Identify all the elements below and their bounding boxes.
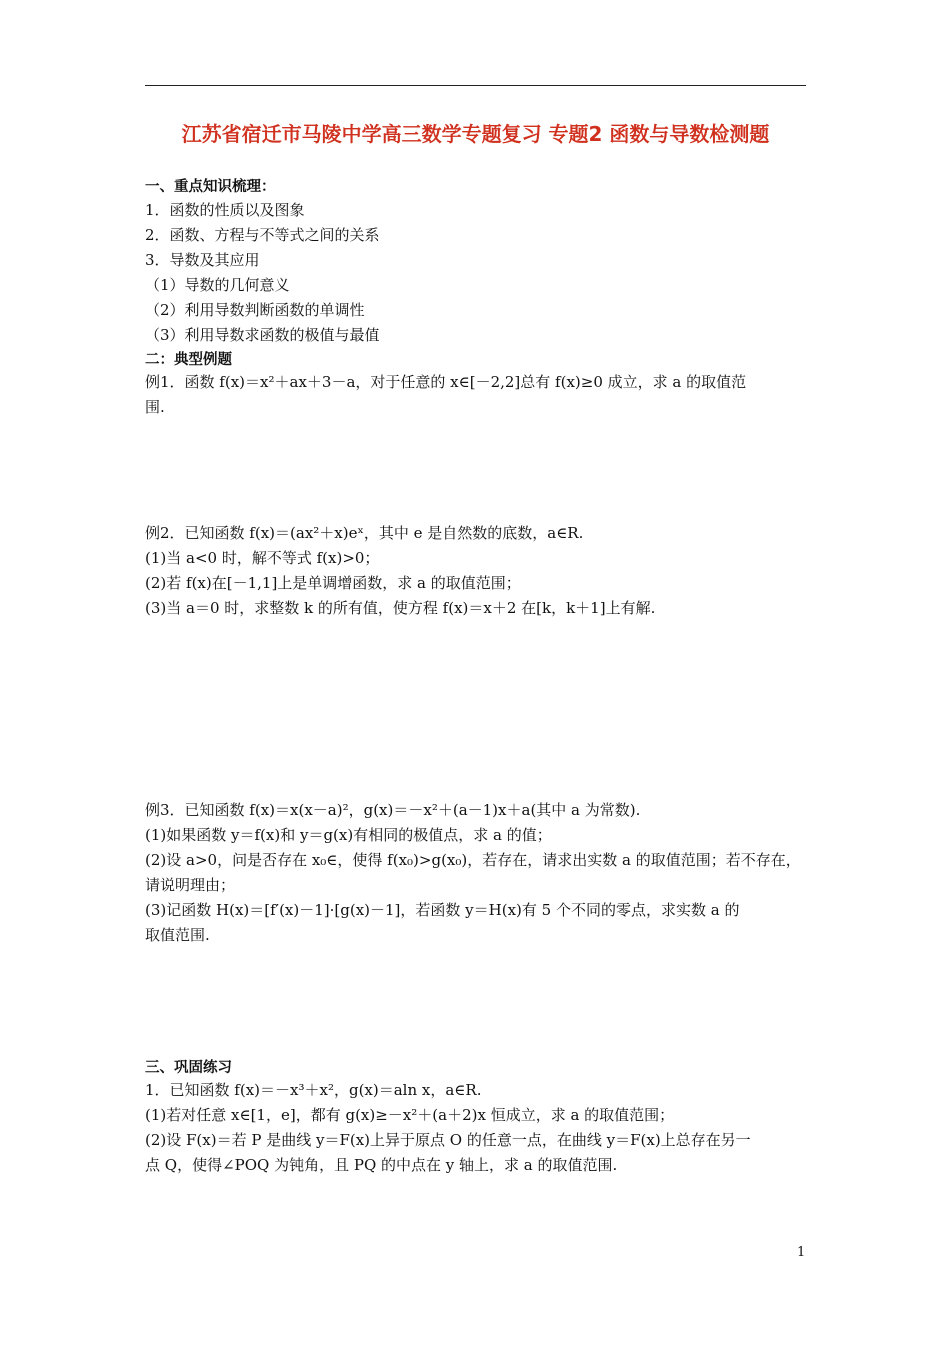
list-item: （3）利用导数求函数的极值与最值 [145, 326, 380, 344]
example2-line: 例2．已知函数 f(x)＝(ax²＋x)eˣ，其中 e 是自然数的底数，a∈R. [145, 524, 584, 542]
example3-line: (3)记函数 H(x)＝[f′(x)－1]·[g(x)－1]，若函数 y＝H(x)有 5 个不同的零点，求实数 a 的 [145, 901, 740, 919]
header-rule [145, 85, 806, 86]
example3-line: 取值范围. [145, 926, 210, 944]
section1-heading: 一、重点知识梳理： [145, 179, 276, 195]
list-item: 2．函数、方程与不等式之间的关系 [145, 226, 380, 244]
page-number: 1 [797, 1245, 806, 1260]
exercise1-line: 点 Q，使得∠POQ 为钝角，且 PQ 的中点在 y 轴上，求 a 的取值范围. [145, 1156, 618, 1174]
list-item: 1．函数的性质以及图象 [145, 201, 305, 219]
example3-line: 请说明理由； [145, 876, 236, 894]
example1-line: 围. [145, 398, 165, 416]
section3-heading: 三、巩固练习 [145, 1060, 232, 1076]
section2-heading: 二：典型例题 [145, 352, 232, 368]
exercise1-line: (2)设 F(x)＝若 P 是曲线 y＝F(x)上异于原点 O 的任意一点，在曲线 y＝F(x)上总存在另一 [145, 1131, 751, 1149]
example1-line: 例1．函数 f(x)＝x²＋ax＋3－a，对于任意的 x∈[－2,2]总有 f(x)≥0 成立，求 a 的取值范 [145, 373, 747, 391]
example3-line: (2)设 a>0，问是否存在 x₀∈，使得 f(x₀)>g(x₀)，若存在，请求出实数 a 的取值范围；若不存在， [145, 851, 801, 869]
example2-line: (2)若 f(x)在[－1,1]上是单调增函数，求 a 的取值范围； [145, 574, 521, 592]
example2-line: (1)当 a<0 时，解不等式 f(x)>0； [145, 549, 380, 567]
example3-line: (1)如果函数 y＝f(x)和 y＝g(x)有相同的极值点，求 a 的值； [145, 826, 552, 844]
example2-line: (3)当 a＝0 时，求整数 k 的所有值，使方程 f(x)＝x＋2 在[k，k＋1]上有解. [145, 599, 656, 617]
exercise1-line: 1．已知函数 f(x)＝－x³＋x²，g(x)＝aln x，a∈R. [145, 1081, 482, 1099]
example3-line: 例3．已知函数 f(x)＝x(x－a)²，g(x)＝－x²＋(a－1)x＋a(其中 a 为常数). [145, 801, 641, 819]
list-item: （2）利用导数判断函数的单调性 [145, 301, 365, 319]
list-item: 3．导数及其应用 [145, 251, 260, 269]
list-item: （1）导数的几何意义 [145, 276, 290, 294]
exercise1-line: (1)若对任意 x∈[1，e]，都有 g(x)≥－x²＋(a＋2)x 恒成立，求 a 的取值范围； [145, 1106, 675, 1124]
page-title: 江苏省宿迁市马陵中学高三数学专题复习 专题2 函数与导数检测题 [181, 122, 770, 146]
